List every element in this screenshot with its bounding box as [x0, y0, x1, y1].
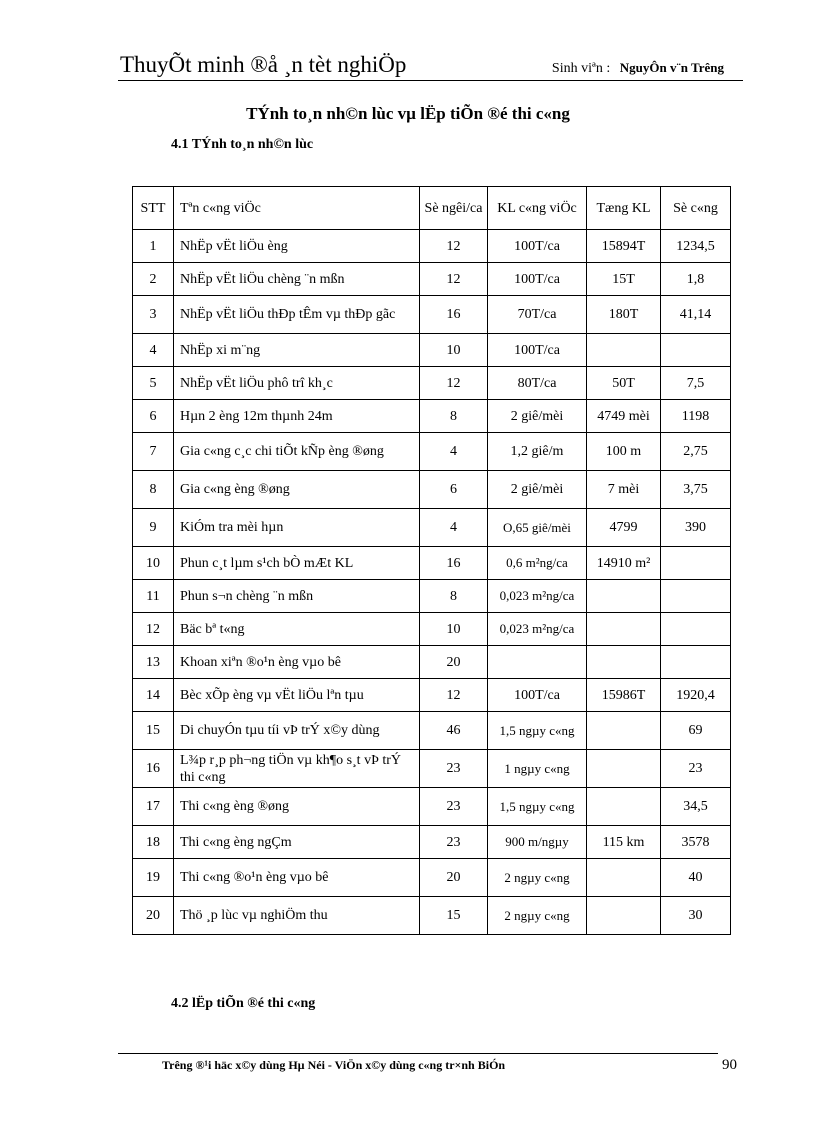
cell-total: 115 km: [587, 826, 661, 859]
cell-workers: 12: [420, 679, 488, 712]
cell-stt: 13: [133, 646, 174, 679]
cell-kl: 2 giê/mèi: [488, 400, 587, 433]
cell-total: 4749 mèi: [587, 400, 661, 433]
cell-shifts: 1234,5: [661, 230, 731, 263]
cell-shifts: 69: [661, 712, 731, 750]
cell-name: NhËp vËt liÖu thÐp tÊm vµ thÐp gãc: [174, 296, 420, 334]
cell-stt: 6: [133, 400, 174, 433]
cell-name: Thö ¸p lùc vµ nghiÖm thu: [174, 897, 420, 935]
cell-kl: 0,023 m²ng/ca: [488, 613, 587, 646]
subheading-manpower: 4.1 TÝnh to¸n nh©n lùc: [171, 137, 314, 152]
cell-total: [587, 334, 661, 367]
header-task-name: Tªn c«ng viÖc: [174, 187, 420, 230]
table-row: [133, 580, 731, 613]
cell-workers: 4: [420, 433, 488, 471]
cell-workers: 23: [420, 788, 488, 826]
cell-name: NhËp vËt liÖu phô trî kh¸c: [174, 367, 420, 400]
cell-shifts: 30: [661, 897, 731, 935]
cell-stt: 2: [133, 263, 174, 296]
cell-shifts: 34,5: [661, 788, 731, 826]
cell-name: Bäc bª t«ng: [174, 613, 420, 646]
cell-workers: 23: [420, 750, 488, 788]
section-title: TÝnh to¸n nh©n lùc vµ lËp tiÕn ®é thi c«ng: [246, 104, 570, 123]
cell-kl: 100T/ca: [488, 679, 587, 712]
manpower-table: [132, 186, 731, 935]
cell-stt: 10: [133, 547, 174, 580]
cell-stt: 17: [133, 788, 174, 826]
cell-kl: 1,5 ngµy c«ng: [488, 788, 587, 826]
cell-kl: O,65 giê/mèi: [488, 509, 587, 547]
cell-shifts: [661, 613, 731, 646]
cell-name: L¾p r¸p ph¬ng tiÖn vµ kh¶o s¸t vÞ trÝ thi c«ng: [174, 750, 420, 788]
cell-shifts: 1920,4: [661, 679, 731, 712]
table-row: [133, 230, 731, 263]
table-row: [133, 263, 731, 296]
cell-stt: 1: [133, 230, 174, 263]
cell-stt: 14: [133, 679, 174, 712]
cell-total: 180T: [587, 296, 661, 334]
cell-stt: 8: [133, 471, 174, 509]
table-row: [133, 859, 731, 897]
cell-name: NhËp vËt liÖu chèng ¨n mßn: [174, 263, 420, 296]
cell-kl: 100T/ca: [488, 230, 587, 263]
cell-kl: 100T/ca: [488, 334, 587, 367]
cell-total: [587, 712, 661, 750]
cell-name: Gia c«ng c¸c chi tiÕt kÑp èng ®øng: [174, 433, 420, 471]
cell-total: 4799: [587, 509, 661, 547]
cell-total: 14910 m²: [587, 547, 661, 580]
cell-workers: 12: [420, 230, 488, 263]
cell-shifts: 7,5: [661, 367, 731, 400]
table-body: [133, 230, 731, 935]
cell-stt: 12: [133, 613, 174, 646]
cell-workers: 20: [420, 646, 488, 679]
header-stt: STT: [133, 187, 174, 230]
table-row: [133, 334, 731, 367]
table-row: [133, 400, 731, 433]
cell-stt: 19: [133, 859, 174, 897]
table-row: [133, 646, 731, 679]
header-divider: [118, 80, 743, 81]
cell-total: [587, 613, 661, 646]
cell-workers: 20: [420, 859, 488, 897]
cell-kl: 2 ngµy c«ng: [488, 859, 587, 897]
cell-shifts: 23: [661, 750, 731, 788]
cell-total: [587, 897, 661, 935]
table-row: [133, 509, 731, 547]
table-row: [133, 712, 731, 750]
cell-kl: 80T/ca: [488, 367, 587, 400]
cell-total: 100 m: [587, 433, 661, 471]
cell-shifts: 1,8: [661, 263, 731, 296]
table-row: [133, 750, 731, 788]
table-row: [133, 897, 731, 935]
cell-kl: 0,6 m²ng/ca: [488, 547, 587, 580]
cell-kl: 1 ngµy c«ng: [488, 750, 587, 788]
cell-stt: 5: [133, 367, 174, 400]
footer-divider: [118, 1053, 718, 1054]
cell-workers: 8: [420, 580, 488, 613]
cell-kl: 900 m/ngµy: [488, 826, 587, 859]
cell-total: [587, 580, 661, 613]
cell-total: [587, 646, 661, 679]
cell-kl: 100T/ca: [488, 263, 587, 296]
cell-kl: 0,023 m²ng/ca: [488, 580, 587, 613]
cell-name: Thi c«ng èng ®øng: [174, 788, 420, 826]
cell-kl: [488, 646, 587, 679]
cell-total: [587, 788, 661, 826]
header-shifts: Sè c«ng: [661, 187, 731, 230]
cell-total: 50T: [587, 367, 661, 400]
cell-shifts: 3578: [661, 826, 731, 859]
cell-name: Phun s¬n chèng ¨n mßn: [174, 580, 420, 613]
cell-stt: 3: [133, 296, 174, 334]
cell-name: Gia c«ng èng ®øng: [174, 471, 420, 509]
table-row: [133, 367, 731, 400]
cell-name: Di chuyÓn tµu tíi vÞ trÝ x©y dùng: [174, 712, 420, 750]
table-row: [133, 433, 731, 471]
cell-shifts: 3,75: [661, 471, 731, 509]
table-row: [133, 679, 731, 712]
cell-name: KiÓm tra mèi hµn: [174, 509, 420, 547]
cell-workers: 16: [420, 547, 488, 580]
cell-shifts: [661, 580, 731, 613]
cell-stt: 16: [133, 750, 174, 788]
cell-kl: 70T/ca: [488, 296, 587, 334]
cell-shifts: 390: [661, 509, 731, 547]
document-header-title: ThuyÕt minh ®å ¸n tèt nghiÖp: [120, 52, 407, 77]
cell-workers: 10: [420, 334, 488, 367]
cell-total: [587, 859, 661, 897]
cell-shifts: [661, 646, 731, 679]
cell-shifts: 41,14: [661, 296, 731, 334]
cell-total: 15T: [587, 263, 661, 296]
cell-shifts: [661, 547, 731, 580]
cell-stt: 11: [133, 580, 174, 613]
cell-name: Phun c¸t lµm s¹ch bÒ mÆt KL: [174, 547, 420, 580]
cell-name: NhËp vËt liÖu èng: [174, 230, 420, 263]
header-total: Tæng KL: [587, 187, 661, 230]
cell-kl: 2 ngµy c«ng: [488, 897, 587, 935]
header-workers: Sè ngêi/ca: [420, 187, 488, 230]
cell-shifts: 40: [661, 859, 731, 897]
cell-workers: 10: [420, 613, 488, 646]
cell-workers: 8: [420, 400, 488, 433]
cell-name: Bèc xÕp èng vµ vËt liÖu lªn tµu: [174, 679, 420, 712]
cell-workers: 12: [420, 263, 488, 296]
cell-stt: 20: [133, 897, 174, 935]
cell-stt: 4: [133, 334, 174, 367]
cell-total: 7 mèi: [587, 471, 661, 509]
table-row: [133, 296, 731, 334]
author-label: Sinh viªn :: [551, 61, 611, 76]
subheading-schedule: 4.2 lËp tiÕn ®é thi c«ng: [171, 996, 316, 1011]
table-row: [133, 547, 731, 580]
table-row: [133, 613, 731, 646]
header-workload: KL c«ng viÖc: [488, 187, 587, 230]
page-number: 90: [722, 1057, 737, 1073]
cell-name: Khoan xiªn ®o¹n èng vµo bê: [174, 646, 420, 679]
cell-workers: 6: [420, 471, 488, 509]
cell-name: Hµn 2 èng 12m thµnh 24m: [174, 400, 420, 433]
table-row: [133, 826, 731, 859]
cell-stt: 15: [133, 712, 174, 750]
cell-stt: 9: [133, 509, 174, 547]
cell-shifts: [661, 334, 731, 367]
cell-stt: 18: [133, 826, 174, 859]
cell-total: 15986T: [587, 679, 661, 712]
cell-workers: 16: [420, 296, 488, 334]
table-row: [133, 471, 731, 509]
cell-name: Thi c«ng èng ngÇm: [174, 826, 420, 859]
cell-shifts: 1198: [661, 400, 731, 433]
author-info: [552, 60, 724, 77]
cell-total: [587, 750, 661, 788]
cell-workers: 46: [420, 712, 488, 750]
cell-workers: 12: [420, 367, 488, 400]
footer-text: Trêng ®¹i häc x©y dùng Hµ Néi - ViÖn x©y dùng c«ng tr×nh BiÓn: [162, 1058, 506, 1072]
cell-kl: 1,5 ngµy c«ng: [488, 712, 587, 750]
cell-workers: 15: [420, 897, 488, 935]
cell-name: Thi c«ng ®o¹n èng vµo bê: [174, 859, 420, 897]
cell-workers: 4: [420, 509, 488, 547]
cell-shifts: 2,75: [661, 433, 731, 471]
cell-kl: 1,2 giê/m: [488, 433, 587, 471]
cell-total: 15894T: [587, 230, 661, 263]
cell-name: NhËp xi m¨ng: [174, 334, 420, 367]
table-header-row: [133, 187, 731, 230]
author-name: NguyÔn v¨n Trêng: [619, 60, 724, 75]
cell-workers: 23: [420, 826, 488, 859]
cell-kl: 2 giê/mèi: [488, 471, 587, 509]
cell-stt: 7: [133, 433, 174, 471]
table-row: [133, 788, 731, 826]
